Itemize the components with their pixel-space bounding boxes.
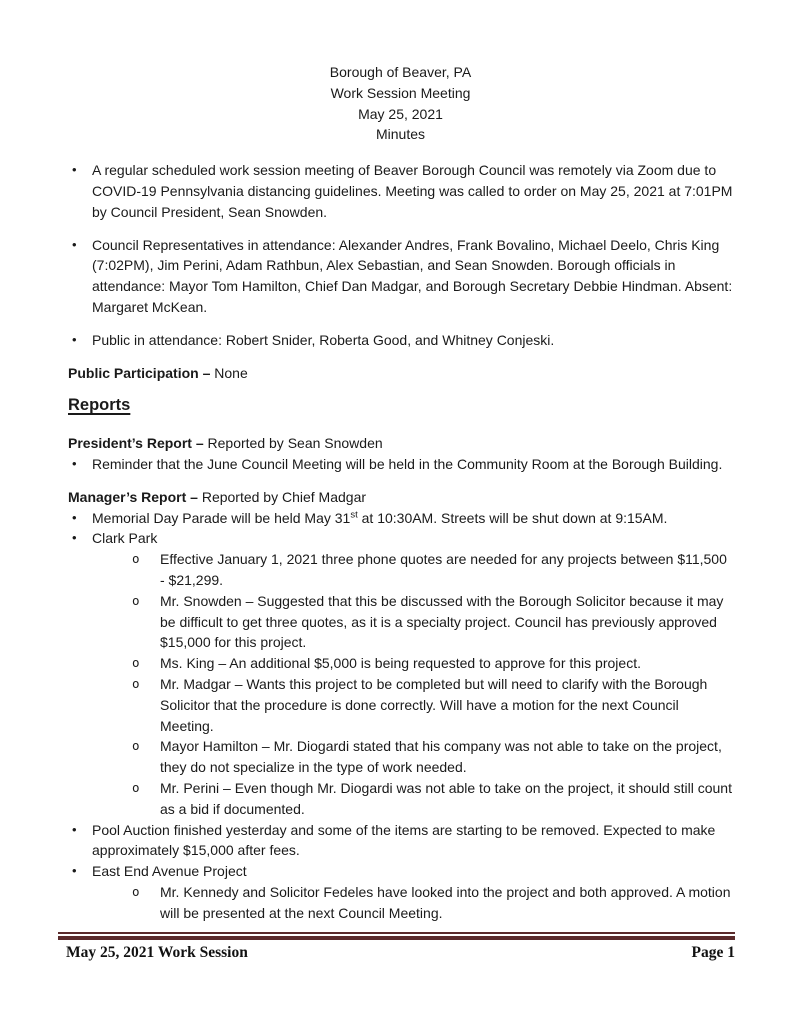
bullet-icon: •: [72, 863, 77, 879]
bullet-june-meeting-reminder: [68, 454, 733, 475]
bullet-text: Mr. Perini – Even though Mr. Diogardi was not able to take on the project, it should still count as a bid if documented.: [160, 779, 732, 817]
bullet-text: Council Representatives in attendance: Alexander Andres, Frank Bovalino, Michael Deelo, Chris King (7:02PM), Jim Perini, Adam Rathbun, Alex Sebastian, and Sean Snowden. Borough officials in attendance: Mayor Tom Hamilton, Chief Dan Madgar, and Borough Secretary Debbie Hindman. Absent: Margaret McKean.: [92, 236, 733, 315]
bullet-text: A regular scheduled work session meeting of Beaver Borough Council was remotely via Zoom due to COVID-19 Pennsylvania distancing guidelines. Meeting was called to order on May 25, 2021 at 7:01PM by Council President, Sean Snowden.: [92, 162, 733, 220]
bullet-icon: •: [72, 509, 77, 525]
page-footer: [58, 932, 735, 964]
bullet-memorial-day-parade: [68, 508, 733, 529]
public-participation-line: [68, 363, 733, 384]
bullet-text: Memorial Day Parade will be held May 31st at 10:30AM. Streets will be shut down at 9:15AM.: [92, 508, 668, 526]
subbullet-clark-park-madgar: [68, 674, 733, 736]
bullet-text: Reminder that the June Council Meeting will be held in the Community Room at the Borough Building.: [92, 455, 723, 472]
public-participation-value: None: [210, 364, 248, 381]
presidents-report-label: President’s Report –: [68, 435, 204, 452]
subbullet-clark-park-hamilton: [68, 736, 733, 778]
bullet-meeting-overview: [68, 160, 733, 222]
title-line-meeting-type: Work Session Meeting: [330, 84, 471, 101]
footer-session-label: May 25, 2021 Work Session: [66, 944, 248, 961]
bullet-text: Mayor Hamilton – Mr. Diogardi stated that his company was not able to take on the project, they do not specialize in the type of work needed.: [160, 738, 722, 776]
bullet-council-attendance: [68, 235, 733, 318]
bullet-icon: •: [72, 236, 77, 252]
bullet-public-attendance: [68, 330, 733, 351]
title-line-date: May 25, 2021: [358, 105, 443, 122]
bullet-icon: •: [72, 331, 77, 347]
sub-bullet-icon: o: [132, 883, 140, 899]
sub-bullet-icon: o: [132, 551, 140, 567]
sub-bullet-icon: o: [132, 592, 140, 608]
bullet-icon: •: [72, 455, 77, 471]
sub-bullet-icon: o: [132, 675, 140, 691]
ordinal-superscript: st: [350, 508, 358, 520]
footer-rule-thin: [58, 932, 735, 934]
bullet-text: Clark Park: [92, 530, 158, 547]
bullet-text: Mr. Kennedy and Solicitor Fedeles have looked into the project and both approved. A motion will be presented at the next Council Meeting.: [160, 883, 731, 921]
presidents-report-heading: [68, 433, 733, 454]
public-participation-label: Public Participation –: [68, 364, 211, 381]
managers-report-label: Manager’s Report –: [68, 488, 198, 505]
footer-page-number: Page 1: [691, 944, 735, 961]
bullet-clark-park: [68, 528, 733, 549]
sub-bullet-icon: o: [132, 738, 140, 754]
bullet-text: Mr. Snowden – Suggested that this be discussed with the Borough Solicitor because it may be difficult to get three quotes, as it is a specialty project. Council has previously approved $15,000 for this project.: [160, 592, 724, 651]
bullet-east-end-project: [68, 861, 733, 882]
footer-rule-thick: [58, 936, 735, 940]
managers-report-reporter: Reported by Chief Madgar: [197, 488, 367, 505]
subbullet-clark-park-perini: [68, 778, 733, 820]
document-title-block: [68, 62, 733, 145]
title-line-minutes: Minutes: [375, 126, 426, 143]
subbullet-clark-park-king: [68, 653, 733, 674]
bullet-text: Public in attendance: Robert Snider, Roberta Good, and Whitney Conjeski.: [92, 331, 555, 348]
bullet-text: Effective January 1, 2021 three phone quotes are needed for any projects between $11,500 - $21,299.: [160, 551, 727, 588]
bullet-icon: •: [72, 530, 77, 546]
bullet-text: Mr. Madgar – Wants this project to be completed but will need to clarify with the Borough Solicitor that the procedure is done correctly. Will have a motion for the next Council Meeting.: [160, 675, 708, 734]
subbullet-clark-park-snowden: [68, 591, 733, 653]
bullet-text: Ms. King – An additional $5,000 is being requested to approve for this project.: [160, 655, 641, 672]
sub-bullet-icon: o: [132, 779, 140, 795]
bullet-pool-auction: [68, 820, 733, 862]
bullet-text: East End Avenue Project: [92, 863, 247, 880]
bullet-icon: •: [72, 162, 77, 178]
subbullet-east-end-kennedy: [68, 882, 733, 924]
presidents-report-reporter: Reported by Sean Snowden: [203, 435, 383, 452]
reports-heading: Reports: [68, 396, 131, 415]
title-line-organization: Borough of Beaver, PA: [329, 64, 472, 80]
bullet-text: Pool Auction finished yesterday and some of the items are starting to be removed. Expected to make approximately $15,000 after fees.: [92, 821, 716, 859]
sub-bullet-icon: o: [132, 655, 140, 671]
managers-report-heading: [68, 487, 733, 508]
subbullet-clark-park-quotes: [68, 549, 733, 591]
bullet-icon: •: [72, 821, 77, 837]
